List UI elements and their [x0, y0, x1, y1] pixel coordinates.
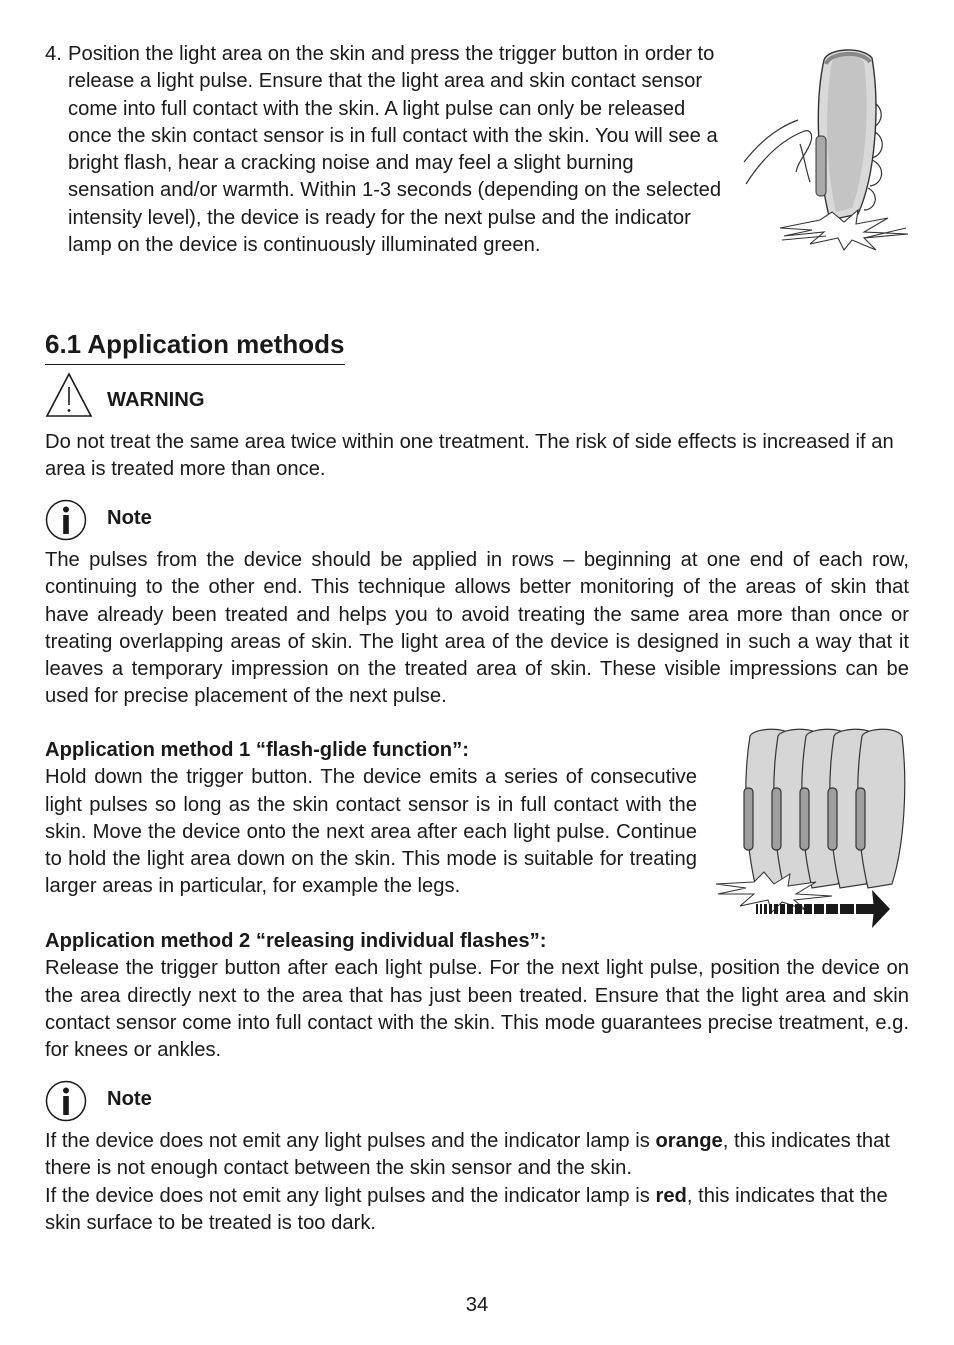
device-application-illustration — [740, 44, 912, 252]
method-1 — [45, 737, 697, 901]
flash-glide-illustration — [712, 726, 912, 932]
note-2-line-2-post: , this indicates that the skin surface to be treated is too dark. — [45, 1184, 888, 1234]
warning-text: Do not treat the same area twice within one treatment. The risk of side effects is increased if an area is treated more than once. — [45, 431, 894, 481]
info-circle-icon — [45, 499, 87, 541]
note-2-line-1-post: , this indicates that there is not enough contact between the skin sensor and the skin. — [45, 1130, 890, 1180]
note-2-line-2-pre: If the device does not emit any light pulses and the indicator lamp is — [45, 1184, 656, 1207]
note-2-line-2 — [45, 1183, 909, 1238]
note-label: Note — [107, 1088, 152, 1110]
page-number: 34 — [465, 1294, 489, 1316]
method-2 — [45, 928, 909, 1064]
section-title: 6.1 Application methods — [45, 326, 345, 365]
warning-triangle-icon — [45, 371, 93, 419]
warning-label: WARNING — [107, 389, 205, 411]
step-text: Position the light area on the skin and press the trigger button in order to release a light pulse. Ensure that the light area and skin contact sensor come into full contact with the skin. A light pulse can only be released once the skin contact sensor is in full contact with the skin. You will see a bright flash, hear a cracking noise and may feel a slight burning sensation and/or warmth. Within 1-3 seconds (depending on the selected intensity level), the device is ready for the next pulse and the indicator lamp on the device is continuously illuminated green. — [68, 43, 722, 257]
note-2-line-1 — [45, 1128, 909, 1183]
note-2-line-1-pre: If the device does not emit any light pulses and the indicator lamp is — [45, 1130, 656, 1152]
method-2-title: Application method 2 “releasing individual flashes”: — [45, 930, 547, 952]
method-1-title: Application method 1 “flash-glide function”: — [45, 739, 469, 761]
indicator-orange: orange — [655, 1130, 723, 1152]
step-4 — [45, 41, 725, 259]
info-circle-icon — [45, 1080, 87, 1122]
method-2-text: Release the trigger button after each light pulse. For the next light pulse, position the device on the area directly next to the area that has just been treated. Ensure that the light area and skin contact sensor come into full contact with the skin. This mode guarantees precise treatment, e.g. for knees or ankles. — [45, 957, 909, 1062]
indicator-red: red — [655, 1184, 687, 1207]
step-number: 4. — [45, 43, 62, 65]
note-text: The pulses from the device should be applied in rows – beginning at one end of each row, continuing to the other end. This technique allows better monitoring of the areas of skin that have already been treated and helps you to avoid treating the same area more than once or treating overlapping areas of skin. The light area of the device is designed in such a way that it leaves a temporary impression on the treated area of skin. These visible impressions can be used for precise placement of the next pulse. — [45, 549, 909, 708]
method-1-text: Hold down the trigger button. The device emits a series of consecutive light pulses so long as the skin contact sensor is in full contact with the skin. Move the device onto the next area after each light pulse. Continue to hold the light area down on the skin. This mode is suitable for treating larger areas in particular, for example the legs. — [45, 766, 697, 898]
note-label: Note — [107, 507, 152, 529]
note-2-text — [45, 1128, 909, 1237]
